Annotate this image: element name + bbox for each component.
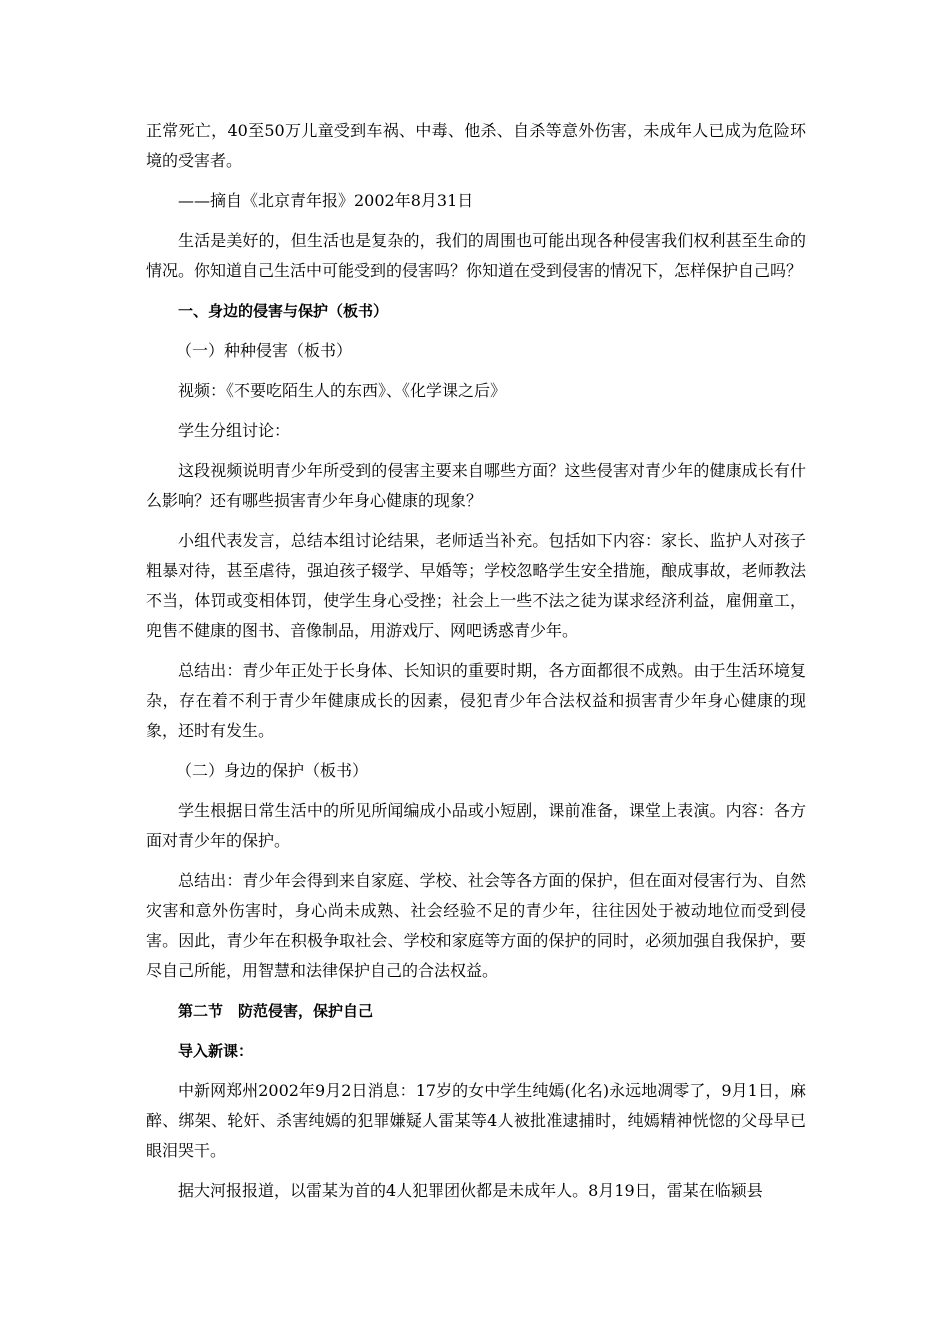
- paragraph-skit: 学生根据日常生活中的所见所闻编成小品或小短剧，课前准备，课堂上表演。内容：各方面对青少年的保护。: [146, 801, 806, 850]
- paragraph-intro: 生活是美好的，但生活也是复杂的，我们的周围也可能出现各种侵害我们权利甚至生命的情况。你知道自己生活中可能受到的侵害吗？你知道在受到侵害的情况下，怎样保护自己吗？: [146, 231, 806, 280]
- heading-subsection-two: （二）身边的保护（板书）: [176, 761, 369, 780]
- paragraph-group-discussion: 学生分组讨论：: [178, 421, 291, 440]
- paragraph-video: 视频：《不要吃陌生人的东西》、《化学课之后》: [178, 381, 507, 400]
- paragraph-conclusion-one: 总结出：青少年正处于长身体、长知识的重要时期，各方面都很不成熟。由于生活环境复杂，存在着不利于青少年健康成长的因素，侵犯青少年合法权益和损害青少年身心健康的现象，还时有发生。: [146, 661, 806, 740]
- document-page: [146, 116, 806, 1216]
- paragraph-report: 据大河报报道，以雷某为首的4人犯罪团伙都是未成年人。8月19日，雷某在临颍县: [178, 1181, 763, 1200]
- heading-section-one: 一、身边的侵害与保护（板书）: [178, 302, 389, 320]
- citation-source: ——摘自《北京青年报》2002年8月31日: [178, 191, 474, 210]
- paragraph-news: 中新网郑州2002年9月2日消息：17岁的女中学生纯嫣(化名)永远地凋零了，9月1日，麻醉、绑架、轮奸、杀害纯嫣的犯罪嫌疑人雷某等4人被批准逮捕时，纯嫣精神恍惚的父母早已眼泪哭干。: [146, 1081, 806, 1160]
- paragraph-group-summary: 小组代表发言，总结本组讨论结果，老师适当补充。包括如下内容：家长、监护人对孩子粗暴对待，甚至虐待，强迫孩子辍学、早婚等；学校忽略学生安全措施，酿成事故，老师教法不当，体罚或变相体罚，使学生身心受挫；社会上一些不法之徒为谋求经济利益，雇佣童工，兜售不健康的图书、音像制品，用游戏厅、网吧诱惑青少年。: [146, 531, 806, 640]
- heading-subsection-one: （一）种种侵害（板书）: [176, 341, 353, 360]
- paragraph-discussion-question: 这段视频说明青少年所受到的侵害主要来自哪些方面？这些侵害对青少年的健康成长有什么影响？还有哪些损害青少年身心健康的现象？: [146, 461, 806, 510]
- paragraph-statistics: 正常死亡，40至50万儿童受到车祸、中毒、他杀、自杀等意外伤害，未成年人已成为危险环境的受害者。: [146, 121, 806, 170]
- paragraph-conclusion-two: 总结出：青少年会得到来自家庭、学校、社会等各方面的保护，但在面对侵害行为、自然灾害和意外伤害时，身心尚未成熟、社会经验不足的青少年，往往因处于被动地位而受到侵害。因此，青少年在积极争取社会、学校和家庭等方面的保护的同时，必须加强自我保护，要尽自己所能，用智慧和法律保护自己的合法权益。: [146, 871, 806, 980]
- heading-new-lesson: 导入新课：: [178, 1042, 254, 1060]
- heading-section-two: 第二节 防范侵害，保护自己: [178, 1002, 374, 1020]
